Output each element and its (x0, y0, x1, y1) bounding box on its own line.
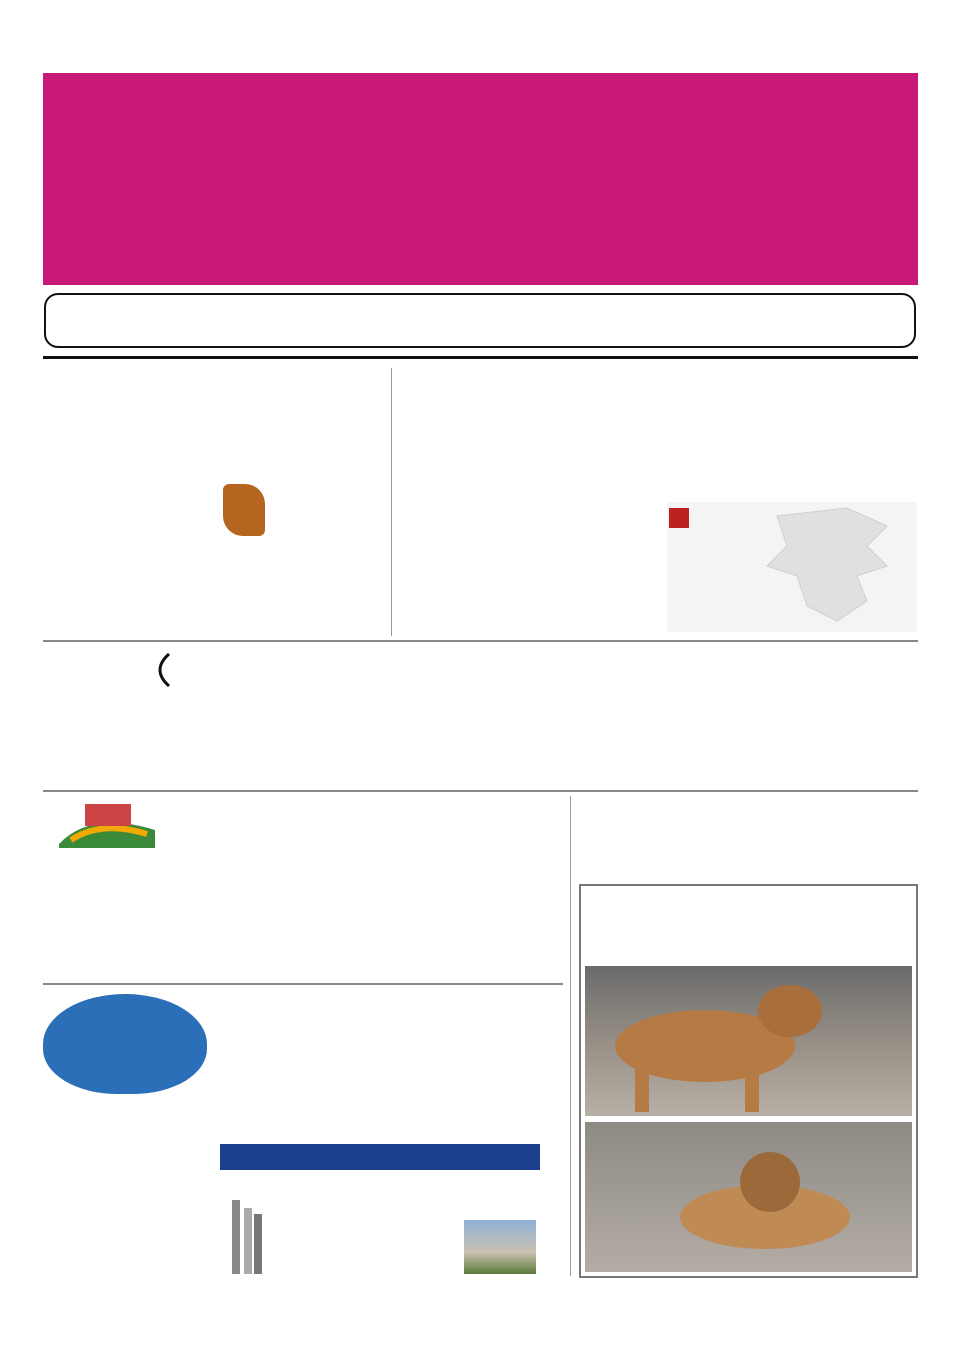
article-voio-gas (43, 800, 563, 978)
pump-icon (228, 1200, 264, 1274)
dog-photo-2 (585, 1122, 912, 1272)
dog-icon (585, 1122, 912, 1272)
article-body (403, 500, 651, 502)
dypa-col-1 (43, 1114, 205, 1116)
article-servia (43, 648, 918, 788)
article-topolatreia (399, 372, 918, 634)
classified-col-1 (587, 894, 743, 896)
servia-logo-icon (147, 652, 177, 688)
section-divider (43, 640, 918, 642)
article-kalavryton (580, 800, 918, 880)
section-divider (43, 790, 918, 792)
voio-logo-icon (51, 800, 163, 852)
masthead (43, 73, 918, 285)
dog-photo-1 (585, 966, 912, 1116)
col-1 (43, 908, 205, 910)
header-rule (43, 356, 918, 359)
advertisement (220, 1144, 540, 1278)
issue-info-box (44, 293, 916, 348)
ad-photo (464, 1220, 536, 1274)
column-divider (391, 368, 392, 636)
article-body (43, 480, 205, 482)
book-icon (223, 484, 265, 536)
ad-header (220, 1144, 540, 1170)
article-dypa (43, 992, 563, 1132)
topolatreia-image (667, 502, 917, 632)
union-logo-icon (669, 508, 689, 528)
dypa-logo (43, 994, 207, 1094)
classified-box (579, 884, 918, 1278)
column-divider (570, 796, 571, 1276)
greece-map-icon (737, 506, 915, 626)
dog-icon (585, 966, 912, 1116)
col-1 (43, 704, 205, 706)
section-divider (43, 983, 563, 985)
library-logo (219, 482, 383, 542)
article-youth-exchange (43, 372, 383, 634)
